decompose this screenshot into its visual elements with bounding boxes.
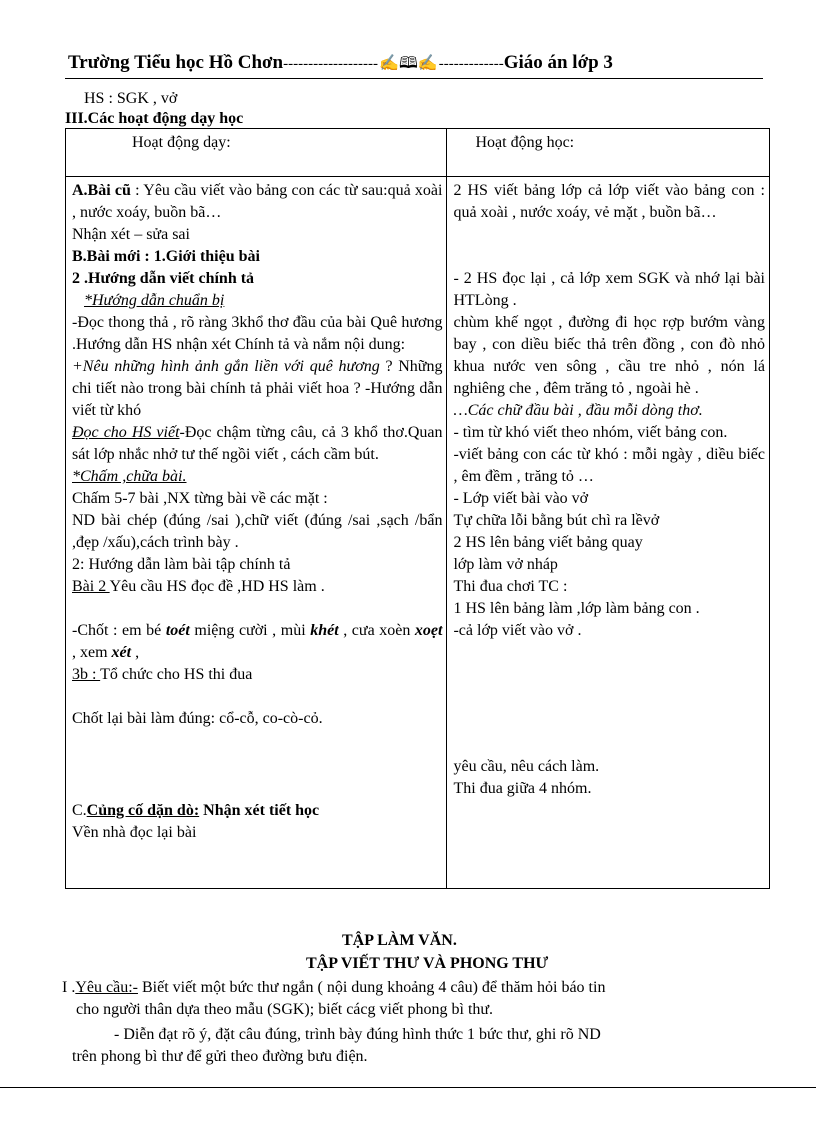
read-instruction: -Đọc thong thả , rõ ràng 3khổ thơ đầu của bài Quê hương .Hướng dẫn HS nhận xét Chính tả và nắm nội dung:	[72, 314, 443, 353]
student-line: lớp làm vở nháp	[453, 556, 558, 573]
dictation-guide-heading: 2 .Hướng dẫn viết chính tả	[72, 270, 255, 287]
page-header	[68, 52, 763, 79]
teacher-column-header: Hoạt động dạy:	[66, 129, 447, 177]
school-name: Trường Tiểu học Hồ Chơn	[68, 52, 284, 73]
grading-text: Chấm 5-7 bài ,NX từng bài về các mặt :	[72, 490, 328, 507]
dictation-paragraph: Đọc cho HS viết-Đọc chậm từng câu, cả 3 khổ thơ.Quan sát lớp nhắc nhở tư thế ngồi viết , cách cầm bút.	[72, 424, 443, 463]
exercise-3b: 3b : Tổ chức cho HS thi đua	[72, 666, 253, 683]
student-line: -cả lớp viết vào vở .	[453, 622, 582, 639]
conclusion-paragraph: -Chốt : em bé toét miệng cười , mùi khét , cưa xoèn xoẹt , xem xét ,	[72, 622, 443, 661]
student-line: - tìm từ khó viết theo nhóm, viết bảng con.	[453, 424, 728, 441]
review-note: Nhận xét – sửa sai	[72, 226, 190, 243]
student-line: chùm khế ngọt , đường đi học rợp bướm vàng bay , con diều biếc thả trên đồng , con đò nhỏ khua nước ven sông , cầu tre nhỏ , nón lá nghiêng che , đêm trăng tỏ , ngoài hè .	[453, 314, 765, 397]
book-ornament-icon: ✍🕮✍	[379, 55, 438, 72]
footer-divider	[0, 1087, 816, 1088]
student-line: -viết bảng con các từ khó : mỗi ngày , diều biếc , êm đềm , trăng tỏ …	[453, 446, 765, 485]
header-dashes-right: -------------	[438, 56, 504, 72]
student-line: 2 HS viết bảng lớp cả lớp viết vào bảng con : quả xoài , nước xoáy, vẻ mặt , buồn bã…	[453, 182, 765, 221]
student-line: - 2 HS đọc lại , cả lớp xem SGK và nhớ lại bài HTLòng .	[453, 270, 765, 309]
homework-line: Vền nhà đọc lại bài	[72, 824, 197, 841]
student-line: Thi đua giữa 4 nhóm.	[453, 780, 592, 797]
table-header-row	[66, 129, 770, 177]
student-line: Tự chữa lỗi bằng bút chì ra lềvở	[453, 512, 660, 529]
consolidation-line: C.Củng cố dặn dò: Nhận xét tiết học	[72, 802, 320, 819]
student-column-header: Hoạt động học:	[447, 129, 770, 177]
activities-table	[65, 128, 770, 889]
student-line: - Lớp viết bài vào vở	[453, 490, 589, 507]
student-line: 2 HS lên bảng viết bảng quay	[453, 534, 643, 551]
teacher-activities-cell	[66, 177, 447, 889]
prep-label: *Hướng dẫn chuẩn bị	[84, 292, 225, 309]
answer-summary: Chốt lại bài làm đúng: cổ-cỗ, co-cò-cỏ.	[72, 710, 323, 727]
requirements-line-1: I .Yêu cầu:- Biết viết một bức thư ngắn ( nội dung khoảng 4 câu) để thăm hỏi báo tin	[62, 979, 606, 996]
student-line: Thi đua chơi TC :	[453, 578, 568, 595]
student-line: …Các chữ đầu bài , đầu mỗi dòng thơ.	[453, 402, 703, 419]
new-lesson-heading: B.Bài mới : 1.Giới thiệu bài	[72, 248, 260, 265]
header-divider	[65, 78, 763, 79]
section-title: III.Các hoạt động dạy học	[65, 110, 244, 127]
materials-line: HS : SGK , vở	[84, 90, 178, 107]
question-paragraph: +Nêu những hình ảnh gắn liền với quê hương ? Những chi tiết nào trong bài chính tả phải viết hoa ? -Hướng dẫn viết từ khó	[72, 358, 443, 419]
lesson-subject: TẬP LÀM VĂN.	[342, 932, 457, 949]
student-line: 1 HS lên bảng làm ,lớp làm bảng con .	[453, 600, 700, 617]
student-activities-cell	[447, 177, 770, 889]
exercise-guide: 2: Hướng dẫn làm bài tập chính tả	[72, 556, 291, 573]
exercise-2: Bài 2 Yêu cầu HS đọc đề ,HD HS làm .	[72, 578, 325, 595]
requirements-line-2: cho người thân dựa theo mẫu (SGK); biết cácg viết phong bì thư.	[76, 1001, 494, 1018]
lesson-title: TẬP VIẾT THƯ VÀ PHONG THƯ	[306, 955, 549, 972]
grading-criteria: ND bài chép (đúng /sai ),chữ viết (đúng /sai ,sạch /bẩn ,đẹp /xấu),cách trình bày .	[72, 512, 443, 551]
old-lesson-paragraph: A.Bài cũ : Yêu cầu viết vào bảng con các từ sau:quả xoài , nước xoáy, buồn bã…	[72, 182, 443, 221]
table-body-row	[66, 177, 770, 889]
requirements-line-4: trên phong bì thư để gửi theo đường bưu điện.	[72, 1048, 368, 1065]
grade-label: Giáo án lớp 3	[503, 52, 613, 73]
student-line: yêu cầu, nêu cách làm.	[453, 758, 600, 775]
grading-label: *Chấm ,chữa bài.	[72, 468, 187, 485]
requirements-line-3: - Diễn đạt rõ ý, đặt câu đúng, trình bày đúng hình thức 1 bức thư, ghi rõ ND	[114, 1026, 601, 1043]
header-dashes-left: -------------------	[283, 56, 379, 72]
